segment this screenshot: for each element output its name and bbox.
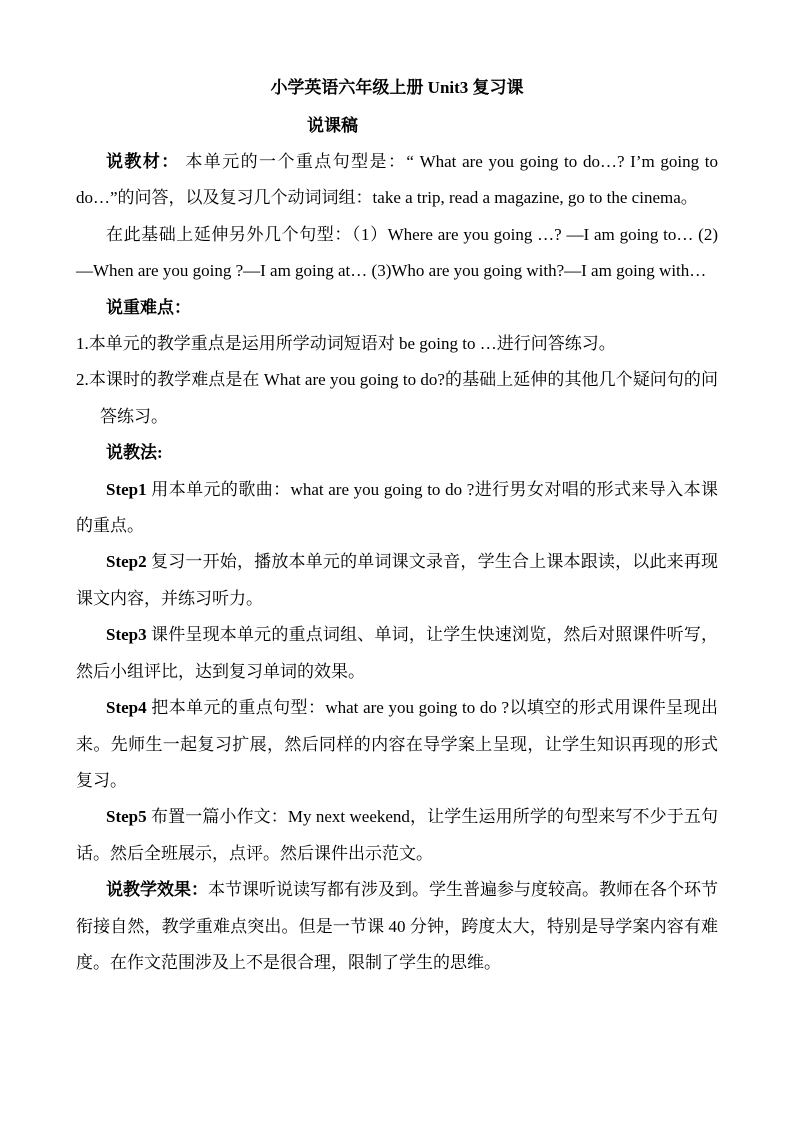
- step-label: Step1: [106, 479, 147, 499]
- textbook-text: 本单元的一个重点句型是：“ What are you going to do…? I’m going to do…”的问答，以及复习几个动词词组：take a trip, read a magazine, go to the cinema。: [76, 152, 718, 208]
- key-points-label: 说重难点：: [106, 297, 191, 317]
- textbook-paragraph: [76, 144, 718, 217]
- methods-label: 说教法:: [106, 443, 163, 463]
- effect-paragraph: [76, 872, 718, 981]
- method-step: [76, 799, 718, 872]
- key-point-item: 1.本单元的教学重点是运用所学动词短语对 be going to …进行问答练习。: [76, 334, 616, 354]
- method-step: [76, 472, 718, 545]
- step-text: 复习一开始，播放本单元的单词课文录音，学生合上课本跟读，以此来再现课文内容，并练习听力。: [76, 552, 718, 608]
- textbook-label: 说教材：: [106, 152, 180, 171]
- method-step: [76, 544, 718, 617]
- key-point-item: 2.本课时的教学难点是在 What are you going to do?的基础上延伸的其他几个疑问句的问答练习。: [76, 370, 718, 426]
- step-text: 布置一篇小作文：My next weekend，让学生运用所学的句型来写不少于五句话。然后全班展示，点评。然后课件出示范文。: [76, 807, 718, 863]
- effect-label: 说教学效果：: [106, 880, 208, 900]
- step-label: Step5: [106, 807, 147, 827]
- effect-text: 本节课听说读写都有涉及到。学生普遍参与度较高。教师在各个环节衔接自然，教学重难点突出。但是一节课 40 分钟，跨度太大，特别是导学案内容有难度。在作文范围涉及上不是很合理，限制了学生的思维。: [76, 880, 718, 972]
- step-label: Step3: [106, 625, 147, 645]
- step-text: 用本单元的歌曲：what are you going to do ?进行男女对唱的形式来导入本课的重点。: [76, 479, 718, 536]
- method-step: [76, 617, 718, 690]
- step-text: 把本单元的重点句型：what are you going to do ?以填空的形式用课件呈现出来。先师生一起复习扩展，然后同样的内容在导学案上呈现，让学生知识再现的形式复习。: [76, 698, 718, 790]
- step-text: 课件呈现本单元的重点词组、单词，让学生快速浏览，然后对照课件听写，然后小组评比，达到复习单词的效果。: [76, 625, 718, 681]
- document-title: 小学英语六年级上册 Unit3 复习课: [270, 78, 524, 97]
- step-label: Step2: [106, 552, 147, 572]
- method-step: [76, 690, 718, 799]
- document-subtitle: 说课稿: [307, 116, 358, 135]
- textbook-extension-paragraph: 在此基础上延伸另外几个句型：（1）Where are you going …? —I am going to… (2) —When are you going ?—I am going at… (3)Who are you going with?—I am going with…: [76, 224, 718, 281]
- step-label: Step4: [106, 698, 147, 718]
- document-body: [76, 144, 718, 981]
